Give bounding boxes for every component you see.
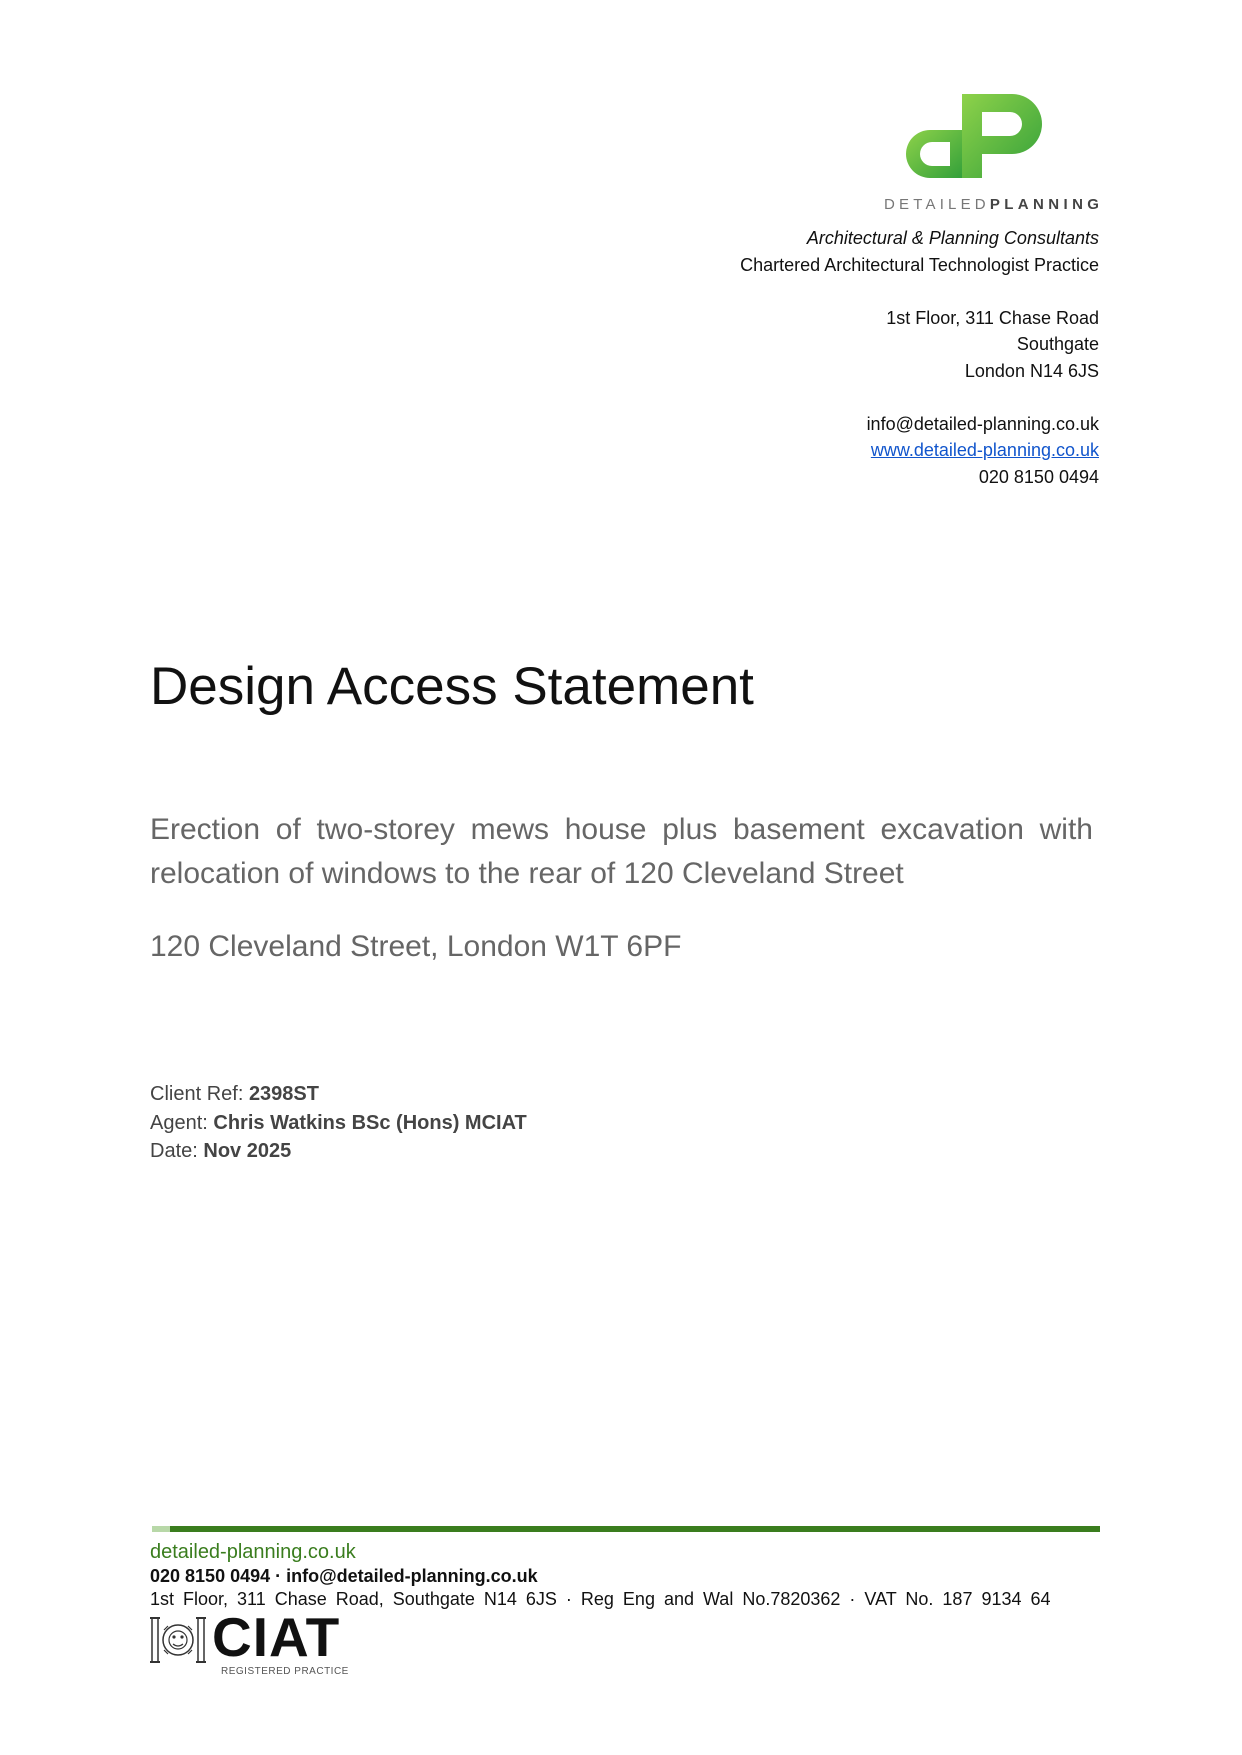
footer-address: 1st Floor, 311 Chase Road, Southgate N14 6JS · Reg Eng and Wal No.7820362 · VAT No. 187 9134 64 xyxy=(150,1589,1051,1609)
ciat-logo xyxy=(150,1606,350,1680)
dp-logo-icon xyxy=(884,86,1094,196)
date-value: Nov 2025 xyxy=(203,1140,292,1162)
document-subtitle: Erection of two-storey mews house plus basement excavation with relocation of windows to the rear of 120 Cleveland Street xyxy=(150,813,1093,890)
header-contact-block xyxy=(740,225,1099,490)
company-tagline: Architectural & Planning Consultants xyxy=(806,228,1099,248)
client-ref-row xyxy=(150,1080,527,1109)
header-phone: 020 8150 0494 xyxy=(978,466,1099,487)
brand-wordmark xyxy=(884,196,1104,213)
document-title: Design Access Statement xyxy=(150,657,754,716)
footer-website: detailed-planning.co.uk xyxy=(150,1541,356,1563)
ciat-wordmark: CIAT xyxy=(212,1606,341,1668)
agent-value: Chris Watkins BSc (Hons) MCIAT xyxy=(213,1111,527,1134)
brand-name-light: DETAILED xyxy=(884,196,990,213)
address-line-2: Southgate xyxy=(1016,334,1099,354)
footer-divider xyxy=(152,1526,1100,1532)
brand-name-bold: PLANNING xyxy=(989,196,1104,213)
practice-type: Chartered Architectural Technologist Practice xyxy=(740,254,1099,275)
footer-contact: 020 8150 0494 · info@detailed-planning.co.uk xyxy=(150,1566,538,1586)
header-email: info@detailed-planning.co.uk xyxy=(866,413,1099,434)
address-line-1: 1st Floor, 311 Chase Road xyxy=(886,307,1099,328)
ciat-emblem-icon xyxy=(150,1612,206,1668)
document-meta xyxy=(150,1080,527,1166)
address-line-3: London N14 6JS xyxy=(964,360,1099,381)
website-link[interactable]: www.detailed-planning.co.uk xyxy=(870,440,1099,460)
client-ref-value: 2398ST xyxy=(248,1083,319,1105)
site-address: 120 Cleveland Street, London W1T 6PF xyxy=(150,930,682,963)
date-label: Date: xyxy=(150,1140,198,1162)
date-row xyxy=(150,1137,527,1166)
ciat-subtitle: REGISTERED PRACTICE xyxy=(221,1666,349,1677)
agent-row xyxy=(150,1109,527,1138)
client-ref-label: Client Ref: xyxy=(150,1083,244,1105)
agent-label: Agent: xyxy=(150,1111,208,1134)
